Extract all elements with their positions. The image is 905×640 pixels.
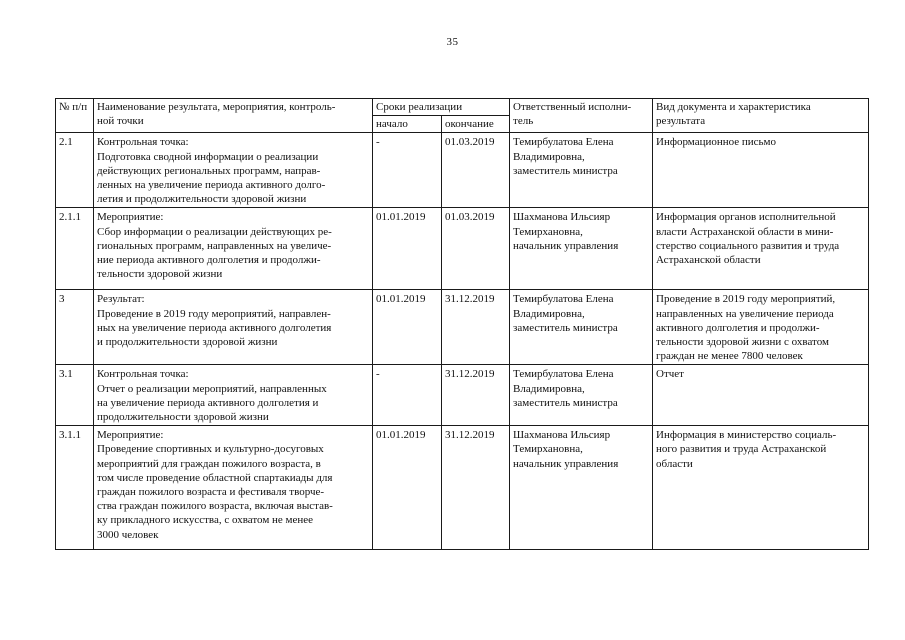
header-row (56, 99, 869, 116)
cell-responsible: Шахманова Ильсияр Темирхановна, начальник управления (510, 426, 653, 550)
cell-responsible: Темирбулатова Елена Владимировна, заместитель министра (510, 290, 653, 365)
cell-end: 01.03.2019 (442, 133, 510, 208)
cell-responsible: Шахманова Ильсияр Темирхановна, начальник управления (510, 208, 653, 290)
cell-end: 31.12.2019 (442, 426, 510, 550)
table-row (56, 208, 869, 290)
table-row (56, 365, 869, 426)
cell-name: Мероприятие: Проведение спортивных и культурно-досуговых мероприятий для граждан пожилого возраста, в том числе проведение областной спартакиады для граждан пожилого возраста и фестиваля творче- ства граждан пожилого возраста, включая выстав- ку прикладного искусства, с охватом не менее 3000 человек (94, 426, 373, 550)
cell-name: Контрольная точка: Отчет о реализации мероприятий, направленных на увеличение периода активного долголетия и продолжительности здоровой жизни (94, 365, 373, 426)
cell-start: - (373, 365, 442, 426)
table-row (56, 426, 869, 550)
implementation-plan-table (55, 98, 869, 550)
cell-start: 01.01.2019 (373, 426, 442, 550)
table-row (56, 133, 869, 208)
header-num: № п/п (56, 99, 94, 133)
header-end: окончание (442, 116, 510, 133)
cell-document: Отчет (653, 365, 869, 426)
cell-num: 2.1 (56, 133, 94, 208)
cell-name: Мероприятие: Сбор информации о реализации действующих ре- гиональных программ, направленных на увеличе- ние периода активного долголетия и продолжи- тельности здоровой жизни (94, 208, 373, 290)
cell-end: 31.12.2019 (442, 365, 510, 426)
cell-responsible: Темирбулатова Елена Владимировна, заместитель министра (510, 365, 653, 426)
cell-document: Информационное письмо (653, 133, 869, 208)
cell-num: 3 (56, 290, 94, 365)
cell-document: Информация в министерство социаль- ного развития и труда Астраханской области (653, 426, 869, 550)
table-body (56, 133, 869, 550)
table-row (56, 290, 869, 365)
header-start: начало (373, 116, 442, 133)
cell-name: Результат: Проведение в 2019 году мероприятий, направлен- ных на увеличение периода активного долголетия и продолжительности здоровой жизни (94, 290, 373, 365)
header-name: Наименование результата, мероприятия, контроль- ной точки (94, 99, 373, 133)
cell-start: 01.01.2019 (373, 290, 442, 365)
cell-num: 3.1 (56, 365, 94, 426)
table-header (56, 99, 869, 133)
cell-num: 2.1.1 (56, 208, 94, 290)
header-deadlines: Сроки реализации (373, 99, 510, 116)
cell-num: 3.1.1 (56, 426, 94, 550)
cell-name: Контрольная точка: Подготовка сводной информации о реализации действующих региональных программ, направ- ленных на увеличение периода активного долго- летия и продолжительности здоровой жизни (94, 133, 373, 208)
header-document: Вид документа и характеристика результата (653, 99, 869, 133)
cell-document: Проведение в 2019 году мероприятий, направленных на увеличение периода активного долголетия и продолжи- тельности здоровой жизни с охватом граждан не менее 7800 человек (653, 290, 869, 365)
cell-start: 01.01.2019 (373, 208, 442, 290)
cell-end: 31.12.2019 (442, 290, 510, 365)
page-number: 35 (446, 36, 459, 48)
header-responsible: Ответственный исполни- тель (510, 99, 653, 133)
cell-responsible: Темирбулатова Елена Владимировна, заместитель министра (510, 133, 653, 208)
cell-start: - (373, 133, 442, 208)
cell-document: Информация органов исполнительной власти Астраханской области в мини- стерство социального развития и труда Астраханской области (653, 208, 869, 290)
cell-end: 01.03.2019 (442, 208, 510, 290)
